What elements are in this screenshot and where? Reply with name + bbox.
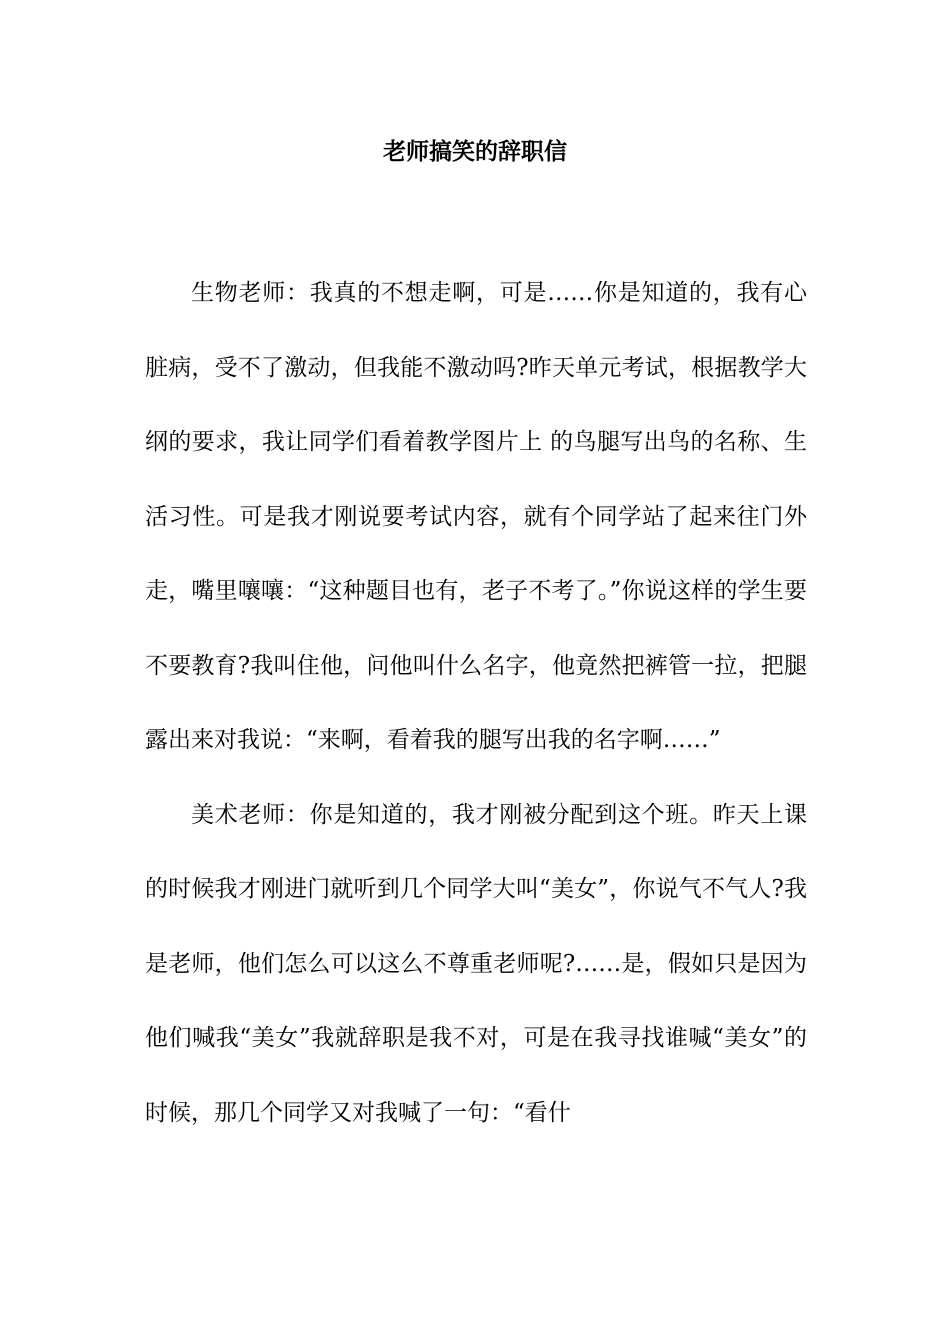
document-body: [145, 256, 807, 1150]
document-title: 老师搞笑的辞职信: [383, 139, 567, 165]
paragraph-biology-teacher: 生物老师：我真的不想走啊，可是……你是知道的，我有心脏病，受不了激动，但我能不激动吗?昨天单元考试，根据教学大纲的要求，我让同学们看着教学图片上 的鸟腿写出鸟的名称、生活习性。可是我才刚说要考试内容，就有个同学站了起来往门外走，嘴里嚷嚷：“这种题目也有，老子不考了。”你说这样的学生要不要教育?我叫住他，问他叫什么名字，他竟然把裤管一拉，把腿露出来对我说：“来啊，看着我的腿写出我的名字啊……”: [145, 280, 807, 753]
paragraph-art-teacher: 美术老师：你是知道的，我才刚被分配到这个班。昨天上课的时候我才刚进门就听到几个同学大叫“美女”，你说气不气人?我是老师，他们怎么可以这么不尊重老师呢?……是，假如只是因为他们喊我“美女”我就辞职是我不对，可是在我寻找谁喊“美女”的时候，那几个同学又对我喊了一句：“看什: [145, 801, 807, 1126]
